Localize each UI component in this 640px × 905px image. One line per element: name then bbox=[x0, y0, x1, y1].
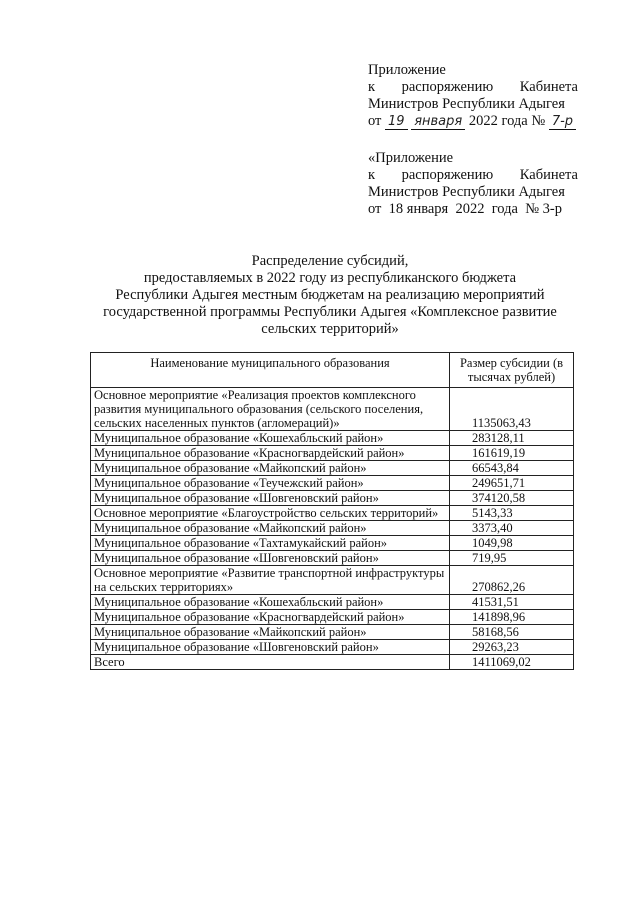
amount-cell: 29263,23 bbox=[450, 640, 574, 655]
table-row bbox=[91, 566, 574, 595]
original-appendix-header bbox=[368, 150, 578, 218]
table-row bbox=[91, 388, 574, 431]
municipality-cell: Муниципальное образование «Красногвардейский район» bbox=[91, 446, 450, 461]
table-row bbox=[91, 640, 574, 655]
amount-cell: 1135063,43 bbox=[450, 388, 574, 431]
municipality-cell: Муниципальное образование «Майкопский район» bbox=[91, 625, 450, 640]
amount-cell: 1049,98 bbox=[450, 536, 574, 551]
appendix-ref-line: к распоряжению Кабинета bbox=[368, 79, 578, 95]
amount-cell: 66543,84 bbox=[450, 461, 574, 476]
table-row bbox=[91, 521, 574, 536]
amount-cell: 141898,96 bbox=[450, 610, 574, 625]
table-row bbox=[91, 461, 574, 476]
amount-cell: 283128,11 bbox=[450, 431, 574, 446]
municipality-cell: Муниципальное образование «Майкопский район» bbox=[91, 521, 450, 536]
original-appendix-label: «Приложение bbox=[368, 150, 454, 166]
table-row bbox=[91, 491, 574, 506]
municipality-cell: Муниципальное образование «Теучежский район» bbox=[91, 476, 450, 491]
table-row bbox=[91, 551, 574, 566]
amount-cell: 374120,58 bbox=[450, 491, 574, 506]
column-header-amount: Размер субсидии (в тысячах рублей) bbox=[450, 353, 574, 388]
table-row bbox=[91, 655, 574, 670]
amount-cell: 58168,56 bbox=[450, 625, 574, 640]
appendix-issuer: Министров Республики Адыгея bbox=[368, 96, 565, 112]
table-row bbox=[91, 536, 574, 551]
municipality-cell: Основное мероприятие «Реализация проектов комплексного развития муниципального образования (сельского поселения, сельских населенных пунктов (агломераций)» bbox=[91, 388, 450, 431]
table-header-row bbox=[91, 353, 574, 388]
municipality-cell: Основное мероприятие «Благоустройство сельских территорий» bbox=[91, 506, 450, 521]
municipality-cell: Муниципальное образование «Красногвардейский район» bbox=[91, 610, 450, 625]
amount-cell: 161619,19 bbox=[450, 446, 574, 461]
column-header-municipality: Наименование муниципального образования bbox=[91, 353, 450, 388]
appendix-label: Приложение bbox=[368, 62, 446, 78]
amount-cell: 1411069,02 bbox=[450, 655, 574, 670]
municipality-cell: Основное мероприятие «Развитие транспортной инфраструктуры на сельских территориях» bbox=[91, 566, 450, 595]
municipality-cell: Муниципальное образование «Шовгеновский район» bbox=[91, 491, 450, 506]
table-row bbox=[91, 446, 574, 461]
municipality-cell: Муниципальное образование «Тахтамукайский район» bbox=[91, 536, 450, 551]
table-body bbox=[91, 388, 574, 670]
amount-cell: 41531,51 bbox=[450, 595, 574, 610]
table-row bbox=[91, 625, 574, 640]
appendix-header bbox=[368, 62, 578, 130]
table-row bbox=[91, 595, 574, 610]
amount-cell: 249651,71 bbox=[450, 476, 574, 491]
amount-cell: 270862,26 bbox=[450, 566, 574, 595]
amount-cell: 719,95 bbox=[450, 551, 574, 566]
amount-cell: 5143,33 bbox=[450, 506, 574, 521]
table-row bbox=[91, 431, 574, 446]
municipality-cell: Муниципальное образование «Шовгеновский район» bbox=[91, 551, 450, 566]
original-appendix-date-number: от 18 января 2022 года № 3-р bbox=[368, 201, 562, 217]
handwritten-day: 19 bbox=[385, 114, 408, 130]
table-row bbox=[91, 610, 574, 625]
appendix-date-number: от 19 января 2022 года № 7-р bbox=[368, 113, 578, 130]
subsidy-table bbox=[90, 352, 574, 670]
amount-cell: 3373,40 bbox=[450, 521, 574, 536]
table-row bbox=[91, 506, 574, 521]
handwritten-month: января bbox=[411, 114, 465, 130]
municipality-cell: Муниципальное образование «Шовгеновский район» bbox=[91, 640, 450, 655]
table-row bbox=[91, 476, 574, 491]
handwritten-number: 7-р bbox=[549, 114, 576, 130]
original-appendix-ref-line: к распоряжению Кабинета bbox=[368, 167, 578, 183]
municipality-cell: Всего bbox=[91, 655, 450, 670]
original-appendix-issuer: Министров Республики Адыгея bbox=[368, 184, 565, 200]
document-title: Распределение субсидий, предоставляемых в 2022 году из республиканского бюджета Республики Адыгея местным бюджетам на реализацию мероприятий государственной программы Республики Адыгея «Комплексное развитие сельских территорий» bbox=[103, 253, 557, 337]
municipality-cell: Муниципальное образование «Майкопский район» bbox=[91, 461, 450, 476]
municipality-cell: Муниципальное образование «Кошехабльский район» bbox=[91, 431, 450, 446]
municipality-cell: Муниципальное образование «Кошехабльский район» bbox=[91, 595, 450, 610]
